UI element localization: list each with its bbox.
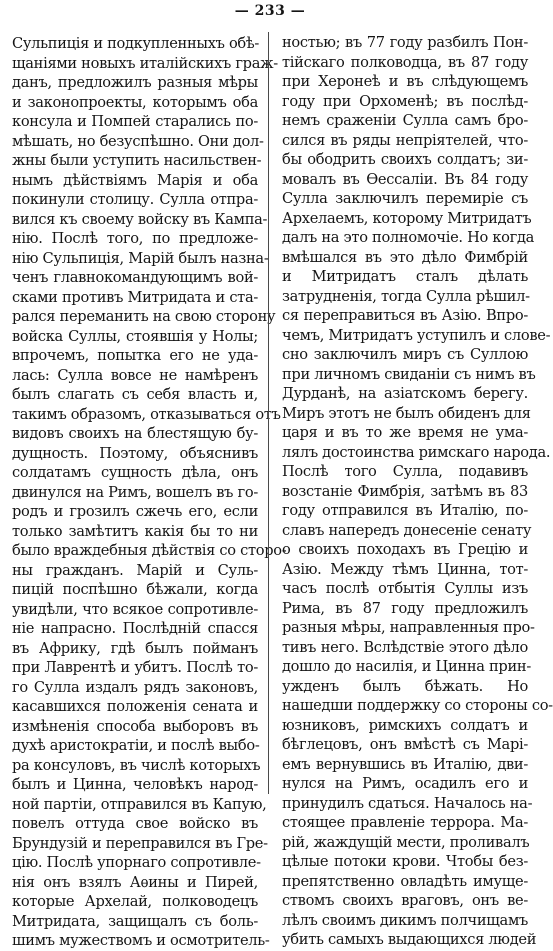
text-line: рій, жаждущій мести, проливалъ <box>282 833 530 851</box>
text-line: нію Сульпиція, Марій былъ назна- <box>12 249 269 267</box>
text-line: только замѣтитъ какія бы то ни <box>12 522 258 540</box>
text-line: ся переправиться въ Азію. Впро- <box>282 307 528 324</box>
text-line: принудилъ сдаться. Началось на- <box>282 794 533 812</box>
text-line: тійскаго полководца, въ 87 году <box>282 53 528 71</box>
text-line: сился въ ряды непріятелей, что- <box>282 131 528 149</box>
text-line: мовалъ въ Ѳессаліи. Въ 84 году <box>282 170 528 188</box>
text-line: часъ послѣ отбытія Суллы изъ <box>282 580 528 597</box>
text-line: году при Орхоменѣ; въ послѣд- <box>282 92 528 110</box>
text-line: году отправился въ Италію, по- <box>282 502 528 519</box>
text-line: ны гражданъ. Марій и Суль- <box>12 561 258 579</box>
text-line: ніе напрасно. Послѣдній спасся <box>12 620 258 637</box>
text-line: ра консуловъ, въ числѣ которыхъ <box>12 756 261 774</box>
text-line: родъ и грозилъ сжечь его, если <box>12 503 258 520</box>
left-text-column <box>12 34 287 951</box>
text-line: бы ободрить своихъ солдатъ; зи- <box>282 151 528 168</box>
text-line: лялъ достоинства римскаго народа. <box>282 443 551 461</box>
text-line: Сульпиція и подкупленныхъ обѣ- <box>12 35 260 52</box>
text-line: Миръ этотъ не былъ обиденъ для <box>282 404 531 422</box>
text-line: далъ на это полномочіе. Но когда <box>282 229 535 246</box>
text-line: и Митридатъ сталъ дѣлать <box>282 268 528 285</box>
text-line: разныя мѣры, направленныя про- <box>282 619 535 636</box>
text-line: немъ сраженіи Сулла самъ бро- <box>282 112 528 129</box>
text-line: Азію. Между тѣмъ Цинна, тот- <box>282 560 528 578</box>
text-line: нулся на Римъ, осадилъ его и <box>282 775 528 792</box>
text-line: повелъ оттуда свое войско въ <box>12 815 258 832</box>
text-line: увидѣли, что всякое сопротивле- <box>12 600 258 618</box>
text-line: данъ, предложилъ разныя мѣры <box>12 74 258 91</box>
text-line: былъ и Цинна, человѣкъ народ- <box>12 776 258 793</box>
text-line: Архелаемъ, которому Митридатъ <box>282 209 532 227</box>
text-line: щаніями новыхъ италійскихъ граж- <box>12 54 278 72</box>
text-line: нія онъ взялъ Аѳины и Пирей, <box>12 873 258 891</box>
text-line: въ Африку, гдѣ былъ пойманъ <box>12 639 258 657</box>
right-text-column <box>282 33 553 950</box>
text-line: Сулла заключилъ перемиріе съ <box>282 190 528 207</box>
text-line: го Сулла издалъ рядъ законовъ, <box>12 678 258 696</box>
text-line: ностью; въ 77 году разбилъ Пон- <box>282 34 528 51</box>
text-line: царя и въ то же время не ума- <box>282 424 528 441</box>
text-line: такимъ образомъ, отказываться отъ <box>12 405 281 423</box>
text-line: Митридата, защищалъ съ боль- <box>12 912 258 930</box>
text-line: при Херонеѣ и въ слѣдующемъ <box>282 73 528 90</box>
text-line: цію. Послѣ упорнаго сопротивле- <box>12 854 261 871</box>
text-line: при личномъ свиданіи съ нимъ въ <box>282 365 536 383</box>
text-line: шимъ мужествомъ и осмотритель- <box>12 932 270 949</box>
text-line: Дурданѣ, на азіатскомъ берегу. <box>282 385 528 402</box>
text-line: вился къ своему войску въ Кампа- <box>12 210 268 228</box>
text-line: Рима, въ 87 году предложилъ <box>282 599 528 617</box>
text-line: Послѣ того Сулла, подавивъ <box>282 463 528 480</box>
text-line: препятственно овладѣть имуще- <box>282 872 528 890</box>
column-divider <box>268 32 269 794</box>
text-line: возстаніе Фимбрія, затѣмъ въ 83 <box>282 482 528 500</box>
text-line: двинулся на Римъ, вошелъ въ го- <box>12 483 258 501</box>
text-line: ной партіи, отправился въ Капую, <box>12 795 267 813</box>
text-line: лѣлъ своимъ дикимъ полчищамъ <box>282 911 528 929</box>
text-line: сками противъ Митридата и ста- <box>12 288 258 306</box>
text-line: убить самыхъ выдающихся людей <box>282 931 537 948</box>
text-line: о своихъ походахъ въ Грецію и <box>282 541 528 558</box>
text-line: емъ вернувшись въ Италію, дви- <box>282 755 528 773</box>
text-line: духѣ аристократіи, и послѣ выбо- <box>12 737 260 754</box>
text-line: стоящее правленіе террора. Ма- <box>282 814 528 831</box>
text-line: консула и Помпей старались по- <box>12 113 258 130</box>
page-number: — 233 — <box>234 3 306 19</box>
text-line: славъ напередъ донесеніе сенату <box>282 521 532 539</box>
text-line: было враждебныя дѣйствія со сторо- <box>12 542 287 559</box>
text-line: тивъ него. Вслѣдствіе этого дѣло <box>282 638 528 656</box>
text-line: юзниковъ, римскихъ солдатъ и <box>282 716 528 734</box>
text-line: Брундузій и переправился въ Гре- <box>12 834 268 852</box>
text-line: измѣненія способа выборовъ въ <box>12 717 258 735</box>
text-line: войска Суллы, стоявшія у Нолы; <box>12 327 258 345</box>
text-line: жны были уступить насильствен- <box>12 152 262 169</box>
text-line: цѣлые потоки крови. Чтобы без- <box>282 853 528 870</box>
text-line: лась: Сулла вовсе не намѣренъ <box>12 366 258 384</box>
text-line: дущность. Поэтому, объяснивъ <box>12 444 258 462</box>
text-line: видовъ своихъ на блестящую бу- <box>12 425 258 442</box>
text-line: бѣглецовъ, онъ вмѣстѣ съ Марі- <box>282 736 528 753</box>
text-line: мѣшать, но безуспѣшно. Они дол- <box>12 132 264 150</box>
text-line: вмѣшался въ это дѣло Фимбрій <box>282 248 528 266</box>
text-line: при Лаврентѣ и убитъ. Послѣ то- <box>12 659 258 676</box>
text-line: рался переманить на свою сторону <box>12 308 276 325</box>
text-line: ченъ главнокомандующимъ вой- <box>12 269 258 286</box>
text-line: ствомъ своихъ враговъ, онъ ве- <box>282 892 528 909</box>
text-line: нымъ дѣйствіямъ Марія и оба <box>12 171 258 189</box>
text-line: дошло до насилія, и Цинна прин- <box>282 658 531 675</box>
text-line: которые Архелай, полководецъ <box>12 893 258 910</box>
text-line: сно заключилъ миръ съ Суллою <box>282 346 528 363</box>
text-line: былъ слагать съ себя власть и, <box>12 386 258 403</box>
text-line: нашедши поддержку со стороны со- <box>282 697 553 714</box>
text-line: покинули столицу. Сулла отпра- <box>12 191 258 208</box>
text-line: впрочемъ, попытка его не уда- <box>12 347 258 364</box>
text-line: и законопроекты, которымъ оба <box>12 93 258 111</box>
text-line: касавшихся положенія сената и <box>12 698 258 715</box>
text-line: пицій поспѣшно бѣжали, когда <box>12 581 258 598</box>
text-line: ужденъ былъ бѣжать. Но <box>282 677 528 695</box>
text-line: нію. Послѣ того, по предложе- <box>12 230 258 247</box>
text-line: солдатамъ сущность дѣла, онъ <box>12 464 258 481</box>
text-line: затрудненія, тогда Сулла рѣшил- <box>282 287 530 305</box>
text-line: чемъ, Митридатъ уступилъ и слове- <box>282 326 551 344</box>
